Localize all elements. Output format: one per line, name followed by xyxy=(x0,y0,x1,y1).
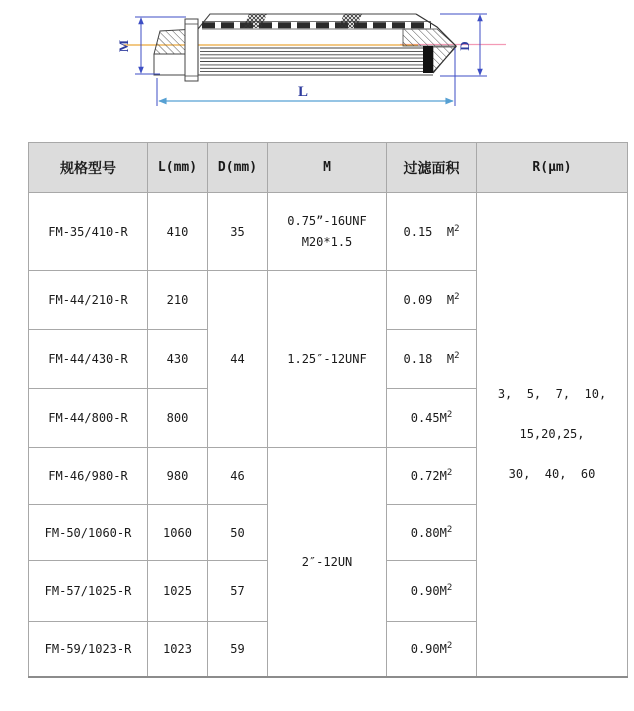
area-cell: $0.90M^2$ xyxy=(387,622,477,677)
header-diameter: D(mm) xyxy=(208,143,268,193)
length-cell: 1060 xyxy=(148,505,208,561)
thread-cell xyxy=(268,193,387,271)
area-cell: 0.15 $M^2$ xyxy=(387,193,477,271)
header-length: L(mm) xyxy=(148,143,208,193)
area-cell: $0.72M^2$ xyxy=(387,448,477,505)
spec-table xyxy=(28,142,628,678)
length-cell: 1025 xyxy=(148,561,208,622)
length-cell: 410 xyxy=(148,193,208,271)
area-cell: $0.90M^2$ xyxy=(387,561,477,622)
length-cell: 430 xyxy=(148,330,208,389)
thread-line-2: M20*1.5 xyxy=(301,235,353,249)
header-thread: M xyxy=(268,143,387,193)
area-cell: $0.45M^2$ xyxy=(387,389,477,448)
model-cell: FM-50/1060-R xyxy=(29,505,148,561)
length-cell: 980 xyxy=(148,448,208,505)
micron-line-1: 3, 5, 7, 10, xyxy=(497,387,607,402)
left-end-fitting xyxy=(154,19,198,81)
diameter-cell: 50 xyxy=(208,505,268,561)
dim-label-D: D xyxy=(457,41,472,51)
model-cell: FM-44/800-R xyxy=(29,389,148,448)
header-row xyxy=(29,143,628,193)
header-micron: R(μm) xyxy=(477,143,628,193)
diameter-cell: 35 xyxy=(208,193,268,271)
length-cell: 210 xyxy=(148,271,208,330)
thread-line-1: 0.75”-16UNF xyxy=(287,214,367,228)
micron-line-3: 30, 40, 60 xyxy=(508,467,596,482)
length-cell: 1023 xyxy=(148,622,208,677)
diameter-cell: 59 xyxy=(208,622,268,677)
length-cell: 800 xyxy=(148,389,208,448)
area-cell: $0.80M^2$ xyxy=(387,505,477,561)
thread-cell: 1.25″-12UNF xyxy=(268,271,387,448)
filter-element-technical-drawing xyxy=(0,0,634,135)
header-filter-area: 过滤面积 xyxy=(387,143,477,193)
model-cell: FM-44/430-R xyxy=(29,330,148,389)
model-cell: FM-35/410-R xyxy=(29,193,148,271)
diameter-cell: 44 xyxy=(208,271,268,448)
diameter-cell: 57 xyxy=(208,561,268,622)
area-cell: 0.09 $M^2$ xyxy=(387,271,477,330)
model-cell: FM-59/1023-R xyxy=(29,622,148,677)
dim-label-L: L xyxy=(297,84,309,100)
thread-cell: 2″-12UN xyxy=(268,448,387,677)
micron-line-2: 15,20,25, xyxy=(519,427,585,442)
header-model: 规格型号 xyxy=(29,143,148,193)
micron-ratings-cell xyxy=(477,193,628,677)
area-cell: 0.18 $M^2$ xyxy=(387,330,477,389)
model-cell: FM-57/1025-R xyxy=(29,561,148,622)
model-cell: FM-46/980-R xyxy=(29,448,148,505)
cone-end xyxy=(403,14,456,73)
table-row xyxy=(29,193,628,271)
dim-label-M: M xyxy=(116,39,131,53)
diameter-cell: 46 xyxy=(208,448,268,505)
model-cell: FM-44/210-R xyxy=(29,271,148,330)
